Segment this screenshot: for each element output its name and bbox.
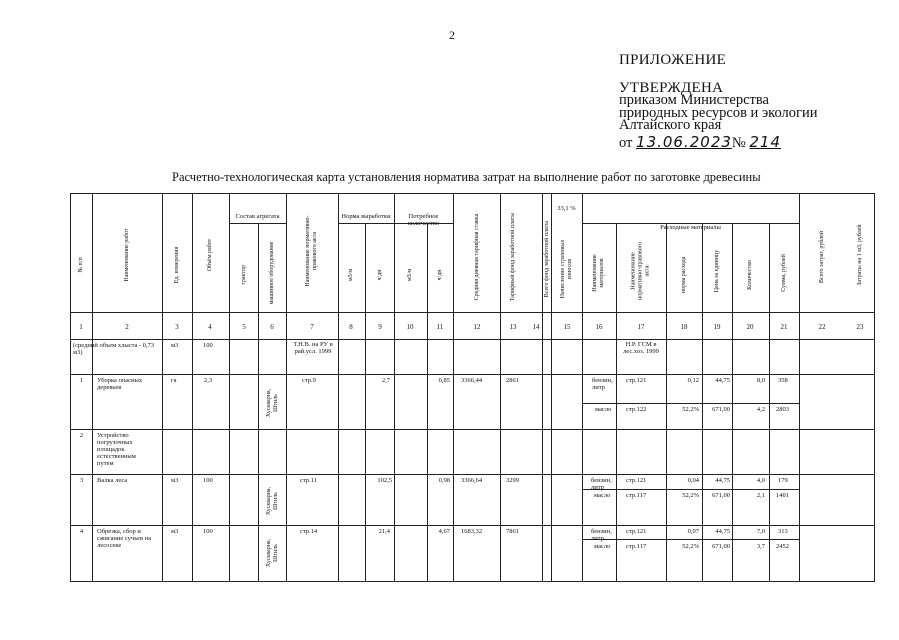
row4-act: стр.14 [300, 528, 318, 535]
header-col-20: Количество [747, 260, 753, 290]
row3-name: Валка леса [97, 477, 128, 484]
row3-mat1-sum: 179 [778, 477, 788, 484]
row1-act: стр.9 [302, 377, 316, 384]
header-col-15: Начисление страховых взносов [560, 239, 573, 299]
header-col-2: Наименование работ [124, 228, 130, 282]
row-rule [70, 525, 875, 526]
column-number: 12 [473, 323, 481, 331]
col-divider [542, 193, 543, 582]
row4-mat2-name: масло [594, 543, 611, 550]
row3-machine: Хускварна, Штиль [266, 486, 279, 516]
col-divider [192, 193, 193, 582]
col-divider [286, 193, 287, 582]
header-pct: 33,1 % [557, 205, 576, 212]
column-number: 4 [208, 323, 212, 331]
row3-need-day: 0,98 [438, 477, 450, 484]
order-date-line [619, 133, 781, 152]
row4-mat1-name: бензин, литр [591, 528, 612, 542]
column-number: 16 [595, 323, 603, 331]
row3-mat2-qty: 2,1 [756, 492, 765, 499]
col-divider [799, 193, 800, 582]
column-number: 11 [436, 323, 444, 331]
row1-need-day: 0,85 [438, 377, 450, 384]
header-col-21: Сумма, рублей [781, 254, 787, 292]
header-col-4: Объём работ [207, 238, 213, 272]
order-line: Алтайского края [619, 117, 722, 133]
row4-unit: м3 [171, 528, 179, 535]
number-prefix: № [731, 135, 746, 151]
row4-volume: 100 [203, 528, 213, 535]
row3-mat1-name: бензин, литр [591, 477, 612, 491]
row3-unit: м3 [171, 477, 179, 484]
row1-norm-day: 2,7 [381, 377, 390, 384]
row3-mat2-price: 671,00 [712, 492, 730, 499]
handwritten-number: 214 [749, 133, 782, 151]
header-need-group: Потребное количество [407, 213, 440, 227]
row1-mat2-name: масло [595, 406, 612, 413]
row4-mat1-norm: 0,07 [687, 528, 699, 535]
header-col-18: норма расхода [681, 256, 687, 294]
row1-mat2-price: 671,00 [712, 406, 730, 413]
document-title: Расчетно-технологическая карта установления норматива затрат на выполнение работ по заготовке древесины [172, 170, 761, 184]
row1-mat1-norm: 0,12 [687, 377, 699, 384]
column-number: 15 [563, 323, 571, 331]
order-line: приказом Министерства [619, 92, 769, 108]
col-divider [453, 193, 454, 582]
page-number: 2 [449, 28, 455, 42]
row4-fund: 7861 [506, 528, 519, 535]
row3-fund: 3299 [506, 477, 519, 484]
header-aggregate-group: Состав агрегата [235, 213, 280, 220]
row1-number: 1 [79, 377, 84, 384]
row4-mat2-sum: 2452 [776, 543, 789, 550]
column-number: 20 [746, 323, 754, 331]
header-col-7: Наименование нормативно-правового акта [305, 215, 318, 287]
row1-mat2-sum: 2803 [776, 406, 789, 413]
row4-mat1-qty: 7,0 [756, 528, 765, 535]
row-rule [70, 474, 875, 475]
header-col-23: Затраты на 1 м3, рублей [857, 224, 863, 286]
order-line: природных ресурсов и экологии [619, 104, 818, 121]
header-col-5: трактор [241, 265, 247, 285]
header-col-19: Цена за единицу [714, 249, 720, 293]
column-number: 2 [125, 323, 129, 331]
row-rule [582, 403, 799, 404]
header-col-3: Ед. измерения [174, 246, 180, 284]
row1-unit: га [171, 377, 177, 384]
order-text [619, 94, 849, 132]
header-col-8: м3/м [348, 268, 354, 282]
col-divider [582, 193, 583, 582]
row0-unit: м3 [171, 342, 179, 349]
appendix-heading: ПРИЛОЖЕНИЕ [619, 52, 727, 68]
row0-volume: 100 [203, 342, 213, 349]
row3-act: стр.11 [300, 477, 317, 484]
row-rule [70, 374, 875, 375]
column-number: 21 [780, 323, 788, 331]
row3-mat2-sum: 1401 [776, 492, 789, 499]
header-col-12: Средняя дневная тарифная ставка [474, 213, 480, 301]
row1-mat2-norm: 52,2% [682, 406, 699, 413]
header-col-6: машинное оборудование [269, 241, 275, 305]
col-divider [394, 193, 395, 582]
row0-act: Т.Н.В. на РУ в рай.усл. 1999 [293, 341, 333, 355]
header-col-11: ч/дн [437, 269, 443, 281]
row1-mat1-price: 44,75 [715, 377, 730, 384]
header-col-14: Всего фонд заработной платы [544, 220, 550, 298]
date-prefix: от [619, 135, 633, 151]
row3-mat1-act: стр.121 [626, 477, 647, 484]
column-numbers-rule [70, 339, 875, 340]
row4-mat1-sum: 313 [778, 528, 788, 535]
row0-mat-act: Н.Р. ГСМ в лес.хоз. 1999 [623, 341, 659, 355]
column-number: 1 [79, 323, 83, 331]
column-number: 23 [856, 323, 864, 331]
row1-mat1-name: бензин, литр [592, 377, 613, 391]
column-number: 14 [532, 323, 540, 331]
row4-norm-day: 21,4 [378, 528, 390, 535]
header-col-9: ч/дн [377, 269, 383, 281]
column-number: 22 [818, 323, 826, 331]
row3-number: 3 [79, 477, 84, 484]
header-materials-group: Расходные материалы [660, 224, 721, 231]
row4-mat2-qty: 3,7 [756, 543, 765, 550]
column-number: 5 [242, 323, 246, 331]
header-col-1: № п/п [78, 257, 84, 273]
column-number: 18 [680, 323, 688, 331]
row4-machine: Хускварна, Штиль [266, 538, 279, 568]
row1-machine: Хускварна, Штиль [266, 388, 279, 418]
row-rule [70, 429, 875, 430]
handwritten-date: 13.06.2023 [636, 133, 732, 151]
row1-mat1-sum: 358 [778, 377, 788, 384]
header-col-10: м3/м [407, 268, 413, 282]
col-divider [338, 193, 339, 582]
column-number: 17 [637, 323, 645, 331]
row2-number: 2 [79, 432, 84, 439]
header-col-22: Всего затрат, рублей [819, 230, 825, 284]
column-number: 6 [270, 323, 274, 331]
column-number: 19 [713, 323, 721, 331]
cost-norm-table [70, 193, 875, 582]
col-divider [500, 193, 501, 582]
row3-mat1-price: 44,75 [715, 477, 730, 484]
row2-name: Устройство погрузочных площадок естественным путем [97, 432, 136, 467]
row4-mat2-price: 671,00 [712, 543, 730, 550]
row3-mat1-norm: 0,04 [687, 477, 699, 484]
row4-need-day: 4,67 [438, 528, 450, 535]
column-number: 3 [175, 323, 179, 331]
row3-norm-day: 102,5 [377, 477, 392, 484]
row1-mat2-qty: 4,2 [756, 406, 765, 413]
table-border-bottom [70, 581, 875, 582]
col-divider [162, 193, 163, 582]
row1-mat1-qty: 8,0 [756, 377, 765, 384]
header-bottom-rule [70, 312, 875, 313]
row4-mat1-price: 44,75 [715, 528, 730, 535]
row4-rate: 1683,32 [461, 528, 483, 535]
col-divider [258, 223, 259, 582]
row4-mat1-act: стр.121 [626, 528, 647, 535]
row1-fund: 2861 [506, 377, 519, 384]
row3-mat2-name: масло [594, 492, 611, 499]
col-divider [551, 193, 552, 582]
table-border-top [70, 193, 875, 194]
col-divider [92, 193, 93, 582]
row3-volume: 100 [203, 477, 213, 484]
row3-rate: 3366,64 [461, 477, 483, 484]
table-border-left [70, 193, 71, 582]
header-col-13: Тарифный фонд заработной платы [510, 212, 516, 302]
row4-mat2-norm: 52,2% [682, 543, 699, 550]
header-col-16: Наименование материалов [592, 254, 605, 292]
row1-mat1-act: стр.121 [626, 377, 647, 384]
column-number: 13 [509, 323, 517, 331]
row4-name: Обрезка, сбор и сжигание сучьев на лесосеке [97, 528, 152, 549]
header-norm-group: Норма выработки [341, 213, 391, 220]
header-col-17: Наименование нормативно-правового акта [630, 241, 651, 301]
column-number: 10 [406, 323, 414, 331]
row0-name: (средний объем хлыста - 0,73 м3) [73, 342, 155, 356]
approved-heading: УТВЕРЖДЕНА [619, 80, 724, 96]
row3-mat2-act: стр.117 [626, 492, 647, 499]
row3-mat1-qty: 4,0 [756, 477, 765, 484]
group-header-rule [229, 223, 286, 224]
col-divider [229, 193, 230, 582]
column-number: 7 [310, 323, 314, 331]
row1-name: Уборка опасных деревьев [97, 377, 143, 391]
table-border-right [874, 193, 875, 582]
column-number: 9 [378, 323, 382, 331]
column-number: 8 [349, 323, 353, 331]
row4-mat2-act: стр.117 [626, 543, 647, 550]
row4-number: 4 [79, 528, 84, 535]
row3-mat2-norm: 52,2% [682, 492, 699, 499]
row1-mat2-act: стр.122 [626, 406, 647, 413]
row1-volume: 2,3 [204, 377, 213, 384]
row1-rate: 3366,44 [461, 377, 483, 384]
